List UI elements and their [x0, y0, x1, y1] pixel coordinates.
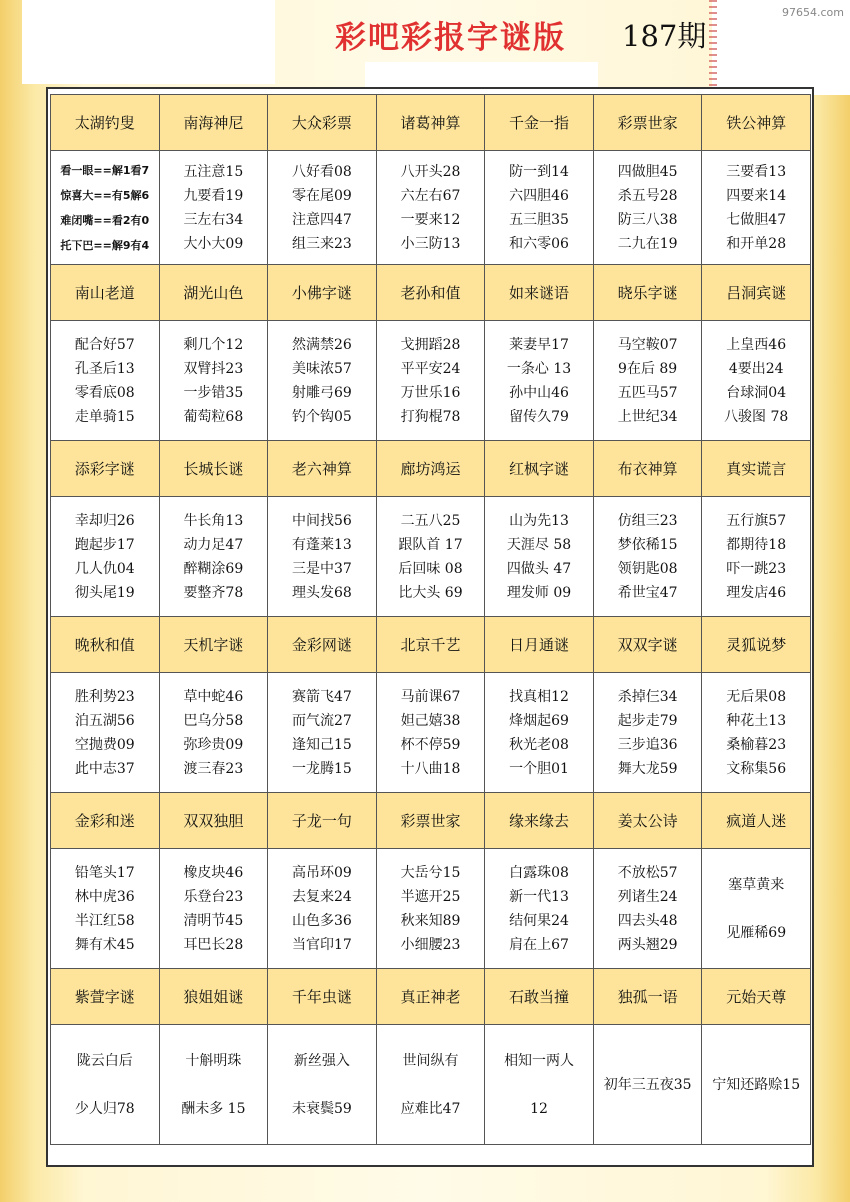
riddle-line: 中间找56	[292, 512, 352, 529]
riddle-line: 大岳兮15	[400, 864, 461, 881]
column-header: 元始天尊	[702, 969, 811, 1025]
riddle-line: 五匹马57	[617, 384, 678, 401]
riddle-line: 防三八38	[617, 211, 678, 228]
riddle-line: 舞大龙59	[617, 760, 678, 777]
riddle-line: 无后果08	[726, 688, 787, 705]
column-header: 独孤一语	[594, 969, 703, 1025]
masked-area-left	[22, 0, 275, 84]
column-header: 真实谎言	[702, 441, 811, 497]
riddle-cell	[268, 849, 377, 969]
riddle-cell	[160, 673, 269, 793]
riddle-line: 初年三五夜35	[603, 1076, 692, 1093]
column-header: 灵狐说梦	[702, 617, 811, 673]
riddle-cell	[160, 849, 269, 969]
column-header: 晚秋和值	[51, 617, 160, 673]
riddle-line: 动力足47	[183, 536, 244, 553]
riddle-cell	[160, 1025, 269, 1145]
riddle-cell	[51, 321, 160, 441]
riddle-line: 八好看08	[292, 163, 352, 180]
riddle-line: 台球洞04	[726, 384, 787, 401]
riddle-line: 注意四47	[292, 211, 352, 228]
riddle-line: 四做头 47	[506, 560, 572, 577]
dotted-divider	[709, 0, 717, 95]
riddle-line: 大小大09	[183, 235, 244, 252]
riddle-line: 希世宝47	[617, 584, 678, 601]
riddle-line: 理头发68	[292, 584, 352, 601]
riddle-line: 逢知己15	[292, 736, 352, 753]
riddle-line: 彻头尾19	[74, 584, 135, 601]
riddle-cell	[594, 849, 703, 969]
riddle-cell	[594, 151, 703, 265]
riddle-cell	[268, 673, 377, 793]
riddle-cell	[268, 497, 377, 617]
column-header: 紫萱字谜	[51, 969, 160, 1025]
riddle-cell	[702, 151, 811, 265]
riddle-line: 胜利势23	[74, 688, 135, 705]
riddle-line: 秋光老08	[509, 736, 569, 753]
column-header: 金彩网谜	[268, 617, 377, 673]
riddle-line: 几人仇04	[74, 560, 135, 577]
riddle-cell	[51, 849, 160, 969]
riddle-line: 走单骑15	[74, 408, 135, 425]
riddle-line: 秋来知89	[400, 912, 461, 929]
column-header: 太湖钓叟	[51, 95, 160, 151]
riddle-line: 零看底08	[74, 384, 135, 401]
riddle-line: 吓一跳23	[726, 560, 787, 577]
riddle-cell	[485, 321, 594, 441]
riddle-line: 双臂抖23	[183, 360, 244, 377]
riddle-line: 舞有术45	[74, 936, 135, 953]
riddle-line: 一个胆01	[509, 760, 569, 777]
column-header: 金彩和迷	[51, 793, 160, 849]
column-header: 诸葛神算	[377, 95, 486, 151]
riddle-line: 杀掉仨34	[617, 688, 678, 705]
riddle-line: 空抛费09	[74, 736, 135, 753]
column-header: 姜太公诗	[594, 793, 703, 849]
column-header: 老六神算	[268, 441, 377, 497]
riddle-line: 一龙腾15	[292, 760, 352, 777]
riddle-line: 八骏图 78	[724, 408, 789, 425]
riddle-line: 马前课67	[400, 688, 461, 705]
riddle-line: 莱妻早17	[509, 336, 569, 353]
riddle-line: 半遮开25	[400, 888, 461, 905]
riddle-line: 杀五号28	[617, 187, 678, 204]
column-header: 天机字谜	[160, 617, 269, 673]
column-header: 廊坊鸿运	[377, 441, 486, 497]
riddle-line: 相知一两人	[504, 1052, 575, 1069]
riddle-line: 打狗棍78	[400, 408, 461, 425]
riddle-line: 孔圣后13	[74, 360, 135, 377]
riddle-line: 剩几个12	[183, 336, 244, 353]
riddle-line: 五行旗57	[726, 512, 787, 529]
riddle-line: 铅笔头17	[74, 864, 135, 881]
column-header: 石敢当撞	[485, 969, 594, 1025]
riddle-line: 二九在19	[617, 235, 678, 252]
watermark: 97654.com	[782, 6, 844, 19]
riddle-line: 世间纵有	[402, 1052, 459, 1069]
riddle-cell	[702, 321, 811, 441]
riddle-line: 草中蛇46	[183, 688, 244, 705]
riddle-line: 零在尾09	[292, 187, 352, 204]
riddle-line: 幸却归26	[74, 512, 135, 529]
riddle-line: 12	[530, 1100, 548, 1117]
riddle-table	[50, 94, 811, 1145]
riddle-line: 乐登台23	[183, 888, 244, 905]
riddle-line: 耳巴长28	[183, 936, 244, 953]
riddle-line: 高吊环09	[292, 864, 352, 881]
riddle-line: 葡萄粒68	[183, 408, 244, 425]
riddle-line: 而气流27	[292, 712, 352, 729]
column-header: 布衣神算	[594, 441, 703, 497]
column-header: 疯道人迷	[702, 793, 811, 849]
riddle-line: 看一眼==解1看7	[60, 163, 150, 177]
riddle-cell	[377, 1025, 486, 1145]
column-header: 双双独胆	[160, 793, 269, 849]
riddle-line: 理发师 09	[506, 584, 572, 601]
riddle-line: 烽烟起69	[509, 712, 569, 729]
riddle-cell	[268, 151, 377, 265]
riddle-cell	[268, 321, 377, 441]
riddle-line: 比大头 69	[398, 584, 463, 601]
riddle-cell	[268, 1025, 377, 1145]
riddle-line: 上世纪34	[617, 408, 678, 425]
riddle-line: 三左右34	[183, 211, 244, 228]
riddle-line: 两头翘29	[617, 936, 678, 953]
riddle-line: 五三胆35	[509, 211, 569, 228]
riddle-cell	[160, 151, 269, 265]
riddle-line: 上皇西46	[726, 336, 787, 353]
riddle-line: 山为先13	[509, 512, 569, 529]
riddle-line: 未衰鬓59	[292, 1100, 352, 1117]
riddle-cell	[485, 849, 594, 969]
riddle-cell	[702, 673, 811, 793]
riddle-line: 一要来12	[400, 211, 461, 228]
riddle-line: 配合好57	[74, 336, 135, 353]
riddle-line: 半江红58	[74, 912, 135, 929]
riddle-line: 惊喜大==有5解6	[60, 188, 150, 202]
riddle-cell	[594, 321, 703, 441]
riddle-line: 9在后 89	[618, 360, 678, 377]
riddle-line: 钓个钩05	[292, 408, 352, 425]
riddle-line: 不放松57	[617, 864, 678, 881]
column-header: 湖光山色	[160, 265, 269, 321]
riddle-line: 小细腰23	[400, 936, 461, 953]
riddle-line: 见雁稀69	[726, 924, 787, 941]
riddle-line: 宁知还路赊15	[712, 1076, 801, 1093]
issue-number: 187期	[622, 19, 707, 53]
column-header: 真正神老	[377, 969, 486, 1025]
riddle-line: 四要来14	[726, 187, 787, 204]
riddle-cell	[377, 673, 486, 793]
riddle-line: 然满禁26	[292, 336, 352, 353]
riddle-cell	[377, 497, 486, 617]
riddle-line: 一条心 13	[506, 360, 572, 377]
riddle-line: 找真相12	[509, 688, 569, 705]
column-header: 大众彩票	[268, 95, 377, 151]
riddle-line: 塞草黄来	[728, 876, 785, 893]
riddle-line: 4要出24	[728, 360, 784, 377]
riddle-line: 和六零06	[509, 235, 569, 252]
riddle-line: 醉糊涂69	[183, 560, 244, 577]
riddle-cell	[51, 497, 160, 617]
column-header: 吕洞宾谜	[702, 265, 811, 321]
column-header: 千金一指	[485, 95, 594, 151]
column-header: 彩票世家	[594, 95, 703, 151]
riddle-line: 橡皮块46	[183, 864, 244, 881]
riddle-line: 平平安24	[400, 360, 461, 377]
riddle-cell	[160, 497, 269, 617]
riddle-line: 梦依稀15	[617, 536, 678, 553]
riddle-line: 陇云白后	[76, 1052, 133, 1069]
riddle-line: 当官印17	[292, 936, 352, 953]
column-header: 子龙一句	[268, 793, 377, 849]
riddle-line: 防一到14	[509, 163, 569, 180]
riddle-line: 后回味 08	[398, 560, 463, 577]
riddle-cell	[485, 1025, 594, 1145]
riddle-line: 去复来24	[292, 888, 352, 905]
riddle-line: 三步追36	[617, 736, 678, 753]
riddle-line: 十斛明珠	[185, 1052, 242, 1069]
riddle-line: 五注意15	[183, 163, 244, 180]
riddle-line: 仿组三23	[617, 512, 678, 529]
riddle-line: 巴乌分58	[183, 712, 244, 729]
riddle-line: 要整齐78	[183, 584, 244, 601]
riddle-line: 泊五湖56	[74, 712, 135, 729]
riddle-line: 有蓬莱13	[292, 536, 352, 553]
column-header: 南山老道	[51, 265, 160, 321]
riddle-line: 七做胆47	[726, 211, 787, 228]
riddle-line: 三要看13	[726, 163, 787, 180]
riddle-line: 理发店46	[726, 584, 787, 601]
column-header: 千年虫谜	[268, 969, 377, 1025]
riddle-line: 组三来23	[292, 235, 352, 252]
riddle-line: 渡三春23	[183, 760, 244, 777]
riddle-line: 托下巴==解9有4	[60, 238, 150, 252]
riddle-line: 赛箭飞47	[292, 688, 352, 705]
riddle-line: 八开头28	[400, 163, 461, 180]
riddle-cell	[51, 673, 160, 793]
riddle-line: 美味浓57	[292, 360, 352, 377]
riddle-line: 牛长角13	[183, 512, 244, 529]
riddle-line: 应难比47	[400, 1100, 461, 1117]
riddle-line: 新丝强入	[293, 1052, 350, 1069]
riddle-cell	[594, 497, 703, 617]
column-header: 长城长谜	[160, 441, 269, 497]
riddle-line: 留传久79	[509, 408, 569, 425]
riddle-cell	[594, 1025, 703, 1145]
riddle-cell	[702, 849, 811, 969]
column-header: 南海神尼	[160, 95, 269, 151]
riddle-line: 结何果24	[509, 912, 569, 929]
riddle-line: 文称集56	[726, 760, 787, 777]
riddle-line: 弥珍贵09	[183, 736, 244, 753]
riddle-cell	[377, 849, 486, 969]
riddle-line: 山色多36	[292, 912, 352, 929]
column-header: 如来谜语	[485, 265, 594, 321]
column-header: 晓乐字谜	[594, 265, 703, 321]
riddle-line: 起步走79	[617, 712, 678, 729]
column-header: 添彩字谜	[51, 441, 160, 497]
riddle-cell	[485, 497, 594, 617]
riddle-line: 射雕弓69	[292, 384, 352, 401]
riddle-cell	[485, 673, 594, 793]
column-header: 小佛字谜	[268, 265, 377, 321]
riddle-line: 三是中37	[292, 560, 352, 577]
riddle-cell	[377, 151, 486, 265]
riddle-line: 跑起步17	[74, 536, 135, 553]
column-header: 日月通谜	[485, 617, 594, 673]
riddle-cell	[702, 497, 811, 617]
riddle-cell	[594, 673, 703, 793]
riddle-line: 新一代13	[509, 888, 569, 905]
column-header: 双双字谜	[594, 617, 703, 673]
column-header: 彩票世家	[377, 793, 486, 849]
riddle-line: 十八曲18	[400, 760, 461, 777]
riddle-line: 六四胆46	[509, 187, 569, 204]
riddle-line: 一步错35	[183, 384, 244, 401]
riddle-line: 种花土13	[726, 712, 787, 729]
riddle-line: 四做胆45	[617, 163, 678, 180]
riddle-cell	[485, 151, 594, 265]
riddle-line: 万世乐16	[400, 384, 461, 401]
riddle-line: 白露珠08	[509, 864, 569, 881]
column-header: 缘来缘去	[485, 793, 594, 849]
riddle-line: 孙中山46	[509, 384, 569, 401]
column-header: 老孙和值	[377, 265, 486, 321]
column-header: 狼姐姐谜	[160, 969, 269, 1025]
riddle-line: 六左右67	[400, 187, 461, 204]
column-header: 北京千艺	[377, 617, 486, 673]
riddle-line: 妲己嬉38	[400, 712, 461, 729]
riddle-cell	[51, 1025, 160, 1145]
riddle-line: 跟队首 17	[398, 536, 463, 553]
riddle-line: 和开单28	[726, 235, 787, 252]
riddle-cell	[377, 321, 486, 441]
riddle-cell	[51, 151, 160, 265]
riddle-line: 天涯尽 58	[506, 536, 572, 553]
riddle-line: 清明节45	[183, 912, 244, 929]
riddle-line: 此中志37	[74, 760, 135, 777]
riddle-line: 四去头48	[617, 912, 678, 929]
column-header: 铁公神算	[702, 95, 811, 151]
riddle-line: 林中虎36	[74, 888, 135, 905]
riddle-line: 桑榆暮23	[726, 736, 787, 753]
riddle-cell	[702, 1025, 811, 1145]
riddle-cell	[160, 321, 269, 441]
riddle-line: 酬未多 15	[181, 1100, 246, 1117]
riddle-line: 二五八25	[400, 512, 461, 529]
riddle-line: 戈拥蹈28	[400, 336, 461, 353]
riddle-line: 难闭嘴==看2有0	[60, 213, 150, 227]
riddle-line: 小三防13	[400, 235, 461, 252]
riddle-line: 领钥匙08	[617, 560, 678, 577]
riddle-line: 少人归78	[74, 1100, 135, 1117]
column-header: 红枫字谜	[485, 441, 594, 497]
page-title: 彩吧彩报字谜版	[335, 20, 566, 56]
riddle-line: 马空鞍07	[617, 336, 678, 353]
riddle-line: 列诸生24	[617, 888, 678, 905]
riddle-line: 都期待18	[726, 536, 787, 553]
riddle-line: 杯不停59	[400, 736, 461, 753]
riddle-line: 九要看19	[183, 187, 244, 204]
riddle-line: 肩在上67	[509, 936, 569, 953]
